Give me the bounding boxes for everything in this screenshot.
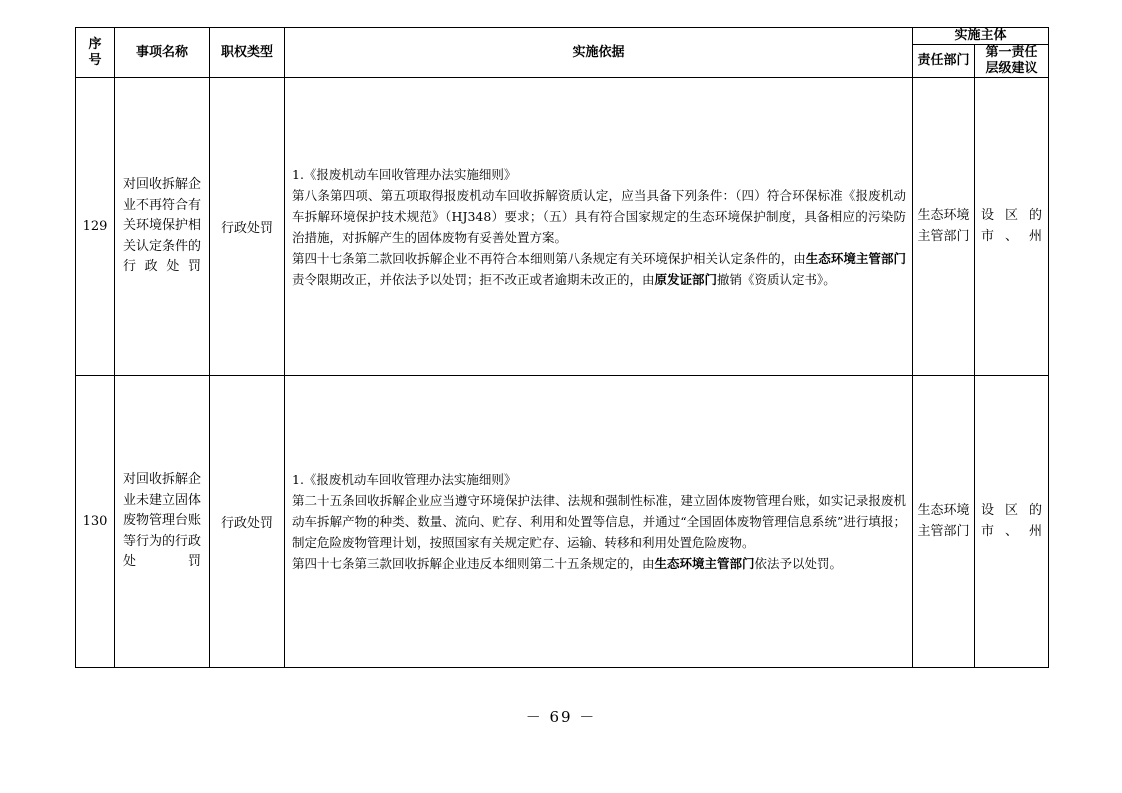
header-serial-number: 序号 <box>76 28 115 78</box>
header-legal-basis: 实施依据 <box>285 28 913 78</box>
row-legal-basis <box>285 78 913 376</box>
basis-regulation-title: 1.《报废机动车回收管理办法实施细则》 <box>292 166 517 182</box>
header-authority-type: 职权类型 <box>210 28 285 78</box>
row-authority-type: 行政处罚 <box>210 78 285 376</box>
row-first-level-suggestion: 设区的市、州 <box>975 376 1049 668</box>
page-number: － 69 － <box>525 708 597 726</box>
table-row <box>76 376 1049 668</box>
row-legal-basis <box>285 376 913 668</box>
basis-article-text: 第八条第四项、第五项取得报废机动车回收拆解资质认定，应当具备下列条件：（四）符合环保标准《报废机动车拆解环境保护技术规范》（HJ348）要求；（五）具有符合国家规定的生态环境保护制度，具备相应的污染防治措施，对拆解产生的固体废物有妥善处置方案。 <box>292 187 906 245</box>
header-item-name: 事项名称 <box>115 28 210 78</box>
row-responsible-department: 生态环境主管部门 <box>913 376 975 668</box>
basis-penalty-text: 第四十七条第三款回收拆解企业违反本细则第二十五条规定的，由生态环境主管部门依法予以处罚。 <box>292 556 843 571</box>
bold-authority: 生态环境主管部门 <box>654 556 755 571</box>
header-first-level-suggestion: 第一责任层级建议 <box>975 45 1049 78</box>
table-row <box>76 78 1049 376</box>
row-responsible-department: 生态环境主管部门 <box>913 78 975 376</box>
header-responsible-department: 责任部门 <box>913 45 975 78</box>
enforcement-items-table <box>75 27 1049 668</box>
bold-authority: 原发证部门 <box>654 271 718 287</box>
basis-regulation-title: 1.《报废机动车回收管理办法实施细则》 <box>292 472 517 487</box>
row-serial-number: 129 <box>76 78 115 376</box>
basis-penalty-text: 第四十七条第二款回收拆解企业不再符合本细则第八条规定有关环境保护相关认定条件的，由生态环境主管部门责令限期改正，并依法予以处罚；拒不改正或者逾期未改正的，由原发证部门撤销《资质认定书》。 <box>292 250 906 287</box>
row-authority-type: 行政处罚 <box>210 376 285 668</box>
basis-article-text: 第二十五条回收拆解企业应当遵守环境保护法律、法规和强制性标准，建立固体废物管理台账，如实记录报废机动车拆解产物的种类、数量、流向、贮存、利用和处置等信息，并通过“全国固体废物管理信息系统”进行填报；制定危险废物管理计划，按照国家有关规定贮存、运输、转移和利用处置危险废物。 <box>292 493 906 550</box>
header-implementing-subject: 实施主体 <box>913 28 1049 45</box>
bold-authority: 生态环境主管部门 <box>805 250 906 266</box>
row-first-level-suggestion: 设区的市、州 <box>975 78 1049 376</box>
row-serial-number: 130 <box>76 376 115 668</box>
row-item-name: 对回收拆解企业不再符合有关环境保护相关认定条件的行政处罚 <box>115 78 210 376</box>
row-item-name: 对回收拆解企业未建立固体废物管理台账等行为的行政处罚 <box>115 376 210 668</box>
